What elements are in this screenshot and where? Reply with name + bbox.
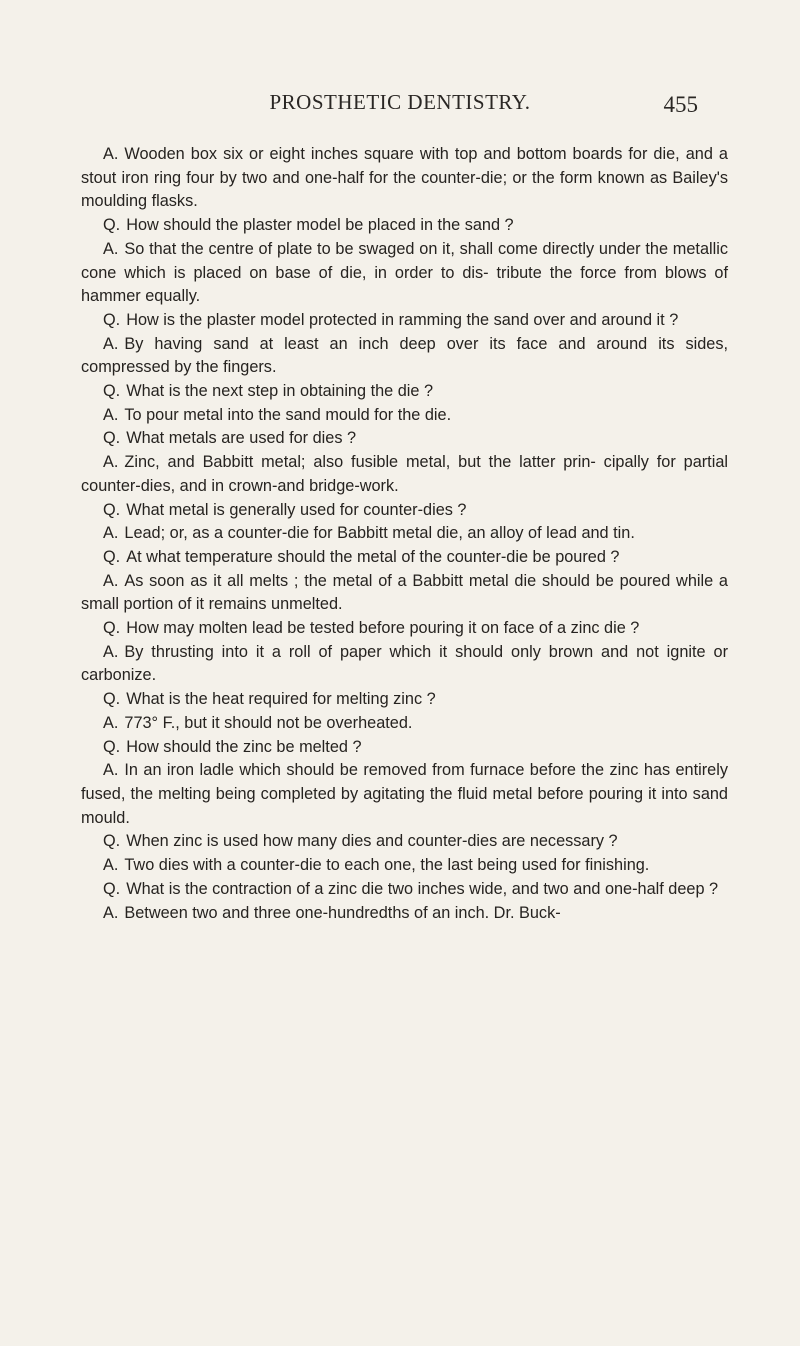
paragraph-text: 773° F., but it should not be overheated. [124, 713, 413, 732]
question-marker: Q. [103, 429, 121, 448]
question-paragraph [81, 878, 728, 902]
paragraph-text: As soon as it all melts ; the metal of a Babbitt metal die should be poured while a small portion of it remains unmelted. [81, 571, 728, 614]
question-marker: Q. [103, 216, 121, 235]
question-paragraph [81, 380, 728, 404]
paragraph-text: What is the contraction of a zinc die two inches wide, and two and one-half deep ? [126, 879, 719, 898]
question-marker: Q. [103, 310, 121, 329]
question-paragraph [81, 427, 728, 451]
question-marker: Q. [103, 737, 121, 756]
running-head [0, 90, 800, 126]
question-marker: Q. [103, 690, 121, 709]
answer-paragraph [81, 143, 728, 214]
paragraph-text: How may molten lead be tested before pouring it on face of a zinc die ? [126, 619, 640, 638]
page-title: PROSTHETIC DENTISTRY. [269, 90, 531, 114]
paragraph-text: When zinc is used how many dies and counter-dies are necessary ? [126, 832, 618, 851]
paragraph-text: At what temperature should the metal of the counter-die be poured ? [126, 547, 620, 566]
paragraph-text: How should the plaster model be placed in the sand ? [126, 216, 514, 235]
answer-paragraph [81, 759, 728, 830]
question-paragraph [81, 499, 728, 523]
question-paragraph [81, 214, 728, 238]
paragraph-text: What is the next step in obtaining the die ? [126, 382, 434, 401]
answer-marker: A. [103, 713, 119, 732]
question-marker: Q. [103, 500, 121, 519]
answer-marker: A. [103, 571, 119, 590]
paragraph-text: Between two and three one-hundredths of an inch. Dr. Buck- [124, 903, 561, 922]
paragraph-text: To pour metal into the sand mould for the die. [124, 405, 452, 424]
paragraph-text: Lead; or, as a counter-die for Babbitt metal die, an alloy of lead and tin. [124, 524, 635, 543]
question-marker: Q. [103, 619, 121, 638]
body-text [81, 143, 728, 925]
question-marker: Q. [103, 547, 121, 566]
question-marker: Q. [103, 832, 121, 851]
answer-marker: A. [103, 334, 119, 353]
answer-marker: A. [103, 405, 119, 424]
answer-paragraph [81, 570, 728, 617]
question-paragraph [81, 617, 728, 641]
answer-paragraph [81, 712, 728, 736]
question-marker: Q. [103, 879, 121, 898]
answer-paragraph [81, 902, 728, 926]
answer-paragraph [81, 854, 728, 878]
answer-marker: A. [103, 239, 119, 258]
question-paragraph [81, 830, 728, 854]
answer-marker: A. [103, 761, 119, 780]
paragraph-text: What is the heat required for melting zinc ? [126, 690, 436, 709]
answer-paragraph [81, 451, 728, 498]
question-paragraph [81, 546, 728, 570]
paragraph-text: By having sand at least an inch deep over its face and around its sides, compressed by the fingers. [81, 334, 728, 377]
paragraph-text: What metals are used for dies ? [126, 429, 357, 448]
answer-marker: A. [103, 856, 119, 875]
answer-paragraph [81, 238, 728, 309]
page-number: 455 [663, 92, 698, 117]
answer-marker: A. [103, 642, 119, 661]
answer-marker: A. [103, 453, 119, 472]
paragraph-text: Two dies with a counter-die to each one, the last being used for finishing. [124, 856, 650, 875]
answer-marker: A. [103, 903, 119, 922]
question-paragraph [81, 309, 728, 333]
answer-paragraph [81, 522, 728, 546]
answer-paragraph [81, 641, 728, 688]
paragraph-text: So that the centre of plate to be swaged on it, shall come directly under the metallic cone which is placed on base of die, in order to dis- tribute the force from blows of hammer equally. [81, 239, 728, 306]
paragraph-text: Zinc, and Babbitt metal; also fusible metal, but the latter prin- cipally for partial counter-dies, and in crown-and bridge-work. [81, 453, 728, 495]
answer-paragraph [81, 333, 728, 380]
paragraph-text: How is the plaster model protected in ramming the sand over and around it ? [126, 310, 679, 329]
question-paragraph [81, 688, 728, 712]
paragraph-text: How should the zinc be melted ? [126, 737, 362, 756]
paragraph-text: By thrusting into it a roll of paper which it should only brown and not ignite or carbonize. [81, 642, 728, 685]
paragraph-text: Wooden box six or eight inches square with top and bottom boards for die, and a stout iron ring four by two and one-half for the counter-die; or the form known as Bailey's moulding flasks. [81, 145, 728, 211]
answer-marker: A. [103, 524, 119, 543]
paragraph-text: In an iron ladle which should be removed from furnace before the zinc has entirely fused, the melting being completed by agitating the fluid metal before pouring it into sand mould. [81, 761, 728, 827]
question-paragraph [81, 736, 728, 760]
answer-marker: A. [103, 145, 119, 163]
paragraph-text: What metal is generally used for counter-dies ? [126, 500, 467, 519]
question-marker: Q. [103, 382, 121, 401]
answer-paragraph [81, 404, 728, 428]
